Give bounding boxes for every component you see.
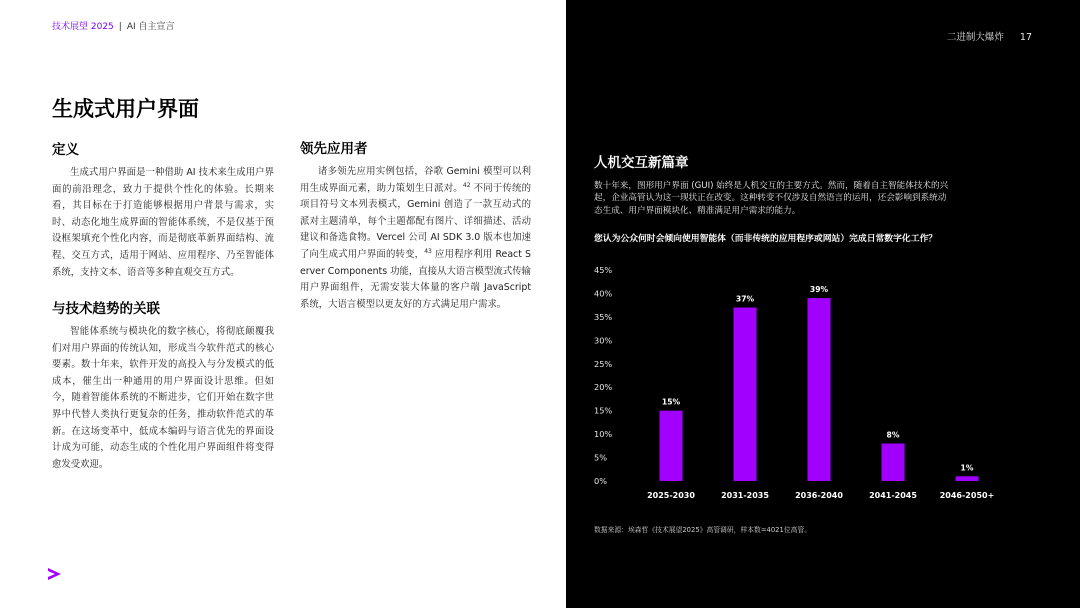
leading-text [300,164,531,313]
y-tick-label: 0% [594,476,607,486]
bar-value-label: 1% [960,463,974,473]
y-tick-label: 25% [594,358,613,369]
header-separator: | [118,22,122,32]
y-tick-label: 40% [594,288,613,299]
leading-text-part1: 诸多领先应用实例包括，谷歌 Gemini 模型可以利用生成界面元素，助力策划生日派对。 [300,166,531,194]
relation-text: 智能体系统与模块化的数字核心，将彻底颠覆我们对用户界面的传统认知，形成当今软件范式的核心要素。数十年来，软件开发的高投入与分发模式的低成本，催生出一种通用的用户界面设计思维。但如今，随着智能体系统的不断进步，它们开始在数字世界中代替人类执行更复杂的任务，推动软件范式的革新。在这场变革中，低成本编码与语言优先的界面设计成为可能，动态生成的个性化用户界面组件将变得愈发受欢迎。 [52,326,274,470]
leading-heading: 领先应用者 [300,141,368,157]
bar-2041-2045 [882,443,905,481]
footnote-ref-42: 42 [462,181,471,189]
section-name: AI 自主宣言 [126,22,175,32]
bar-2046-2050+ [956,476,979,481]
leading-text-part2: 不同于传统的项目符号文本列表模式，Gemini 创造了一款互动式的派对主题清单，每个主题都配有图片、详细描述、活动建议和备选食物。Vercel 公司 AI SDK 3.0 版本也加速了向生成式用户界面的转变， [300,182,531,260]
page-title: 生成式用户界面 [52,97,199,121]
right-panel [566,0,1080,608]
x-category-label: 2031-2035 [721,491,769,500]
bar-2025-2030 [660,411,683,481]
report-header [52,19,175,32]
relation-heading: 与技术趋势的关联 [52,301,160,317]
data-source-note: 数据来源：埃森哲《技术展望2025》高管调研，样本数=4021位高管。 [594,526,812,534]
y-tick-label: 5% [594,452,607,463]
accenture-logo-icon [46,565,64,583]
x-category-label: 2041-2045 [869,491,917,500]
sidebar-heading: 人机交互新篇章 [594,155,689,171]
survey-question: 您认为公众何时会倾向使用智能体（而非传统的应用程序或网站）完成日常数字化工作？ [594,234,938,244]
page-number: 17 [1019,32,1032,43]
bar-2031-2035 [734,308,757,481]
y-tick-label: 15% [594,405,613,416]
sidebar-text: 数十年来，图形用户界面 (GUI) 始终是人机交互的主要方式。然而，随着自主智能体技术的兴起，企业高管认为这一现状正在改变。这种转变不仅涉及自然语言的运用，还会影响到系统动态生成、用户界面模块化、精准满足用户需求的能力。 [594,181,949,216]
footnote-ref-43: 43 [424,247,432,255]
leading-text-part3: 应用程序利用 React Server Components 功能，直接从大语言模型流式传输用户界面组件，无需安装大体量的客户端 JavaScript 系统，大语言模型以更友好的方式满足用户需求。 [300,248,531,310]
bar-chart [586,258,1006,510]
x-category-label: 2025-2030 [647,491,695,500]
bar-value-label: 15% [661,397,681,407]
report-name: 技术展望 2025 [52,22,114,32]
chapter-header [947,29,1032,43]
bar-value-label: 8% [886,430,900,440]
x-category-label: 2046-2050+ [939,491,995,500]
y-tick-label: 45% [594,265,613,275]
y-tick-label: 35% [594,311,613,322]
bar-value-label: 39% [809,285,829,295]
y-tick-label: 20% [594,382,613,393]
chapter-name: 二进制大爆炸 [946,32,1004,43]
y-tick-label: 10% [594,429,613,440]
bar-2036-2040 [808,298,831,481]
definition-text: 生成式用户界面是一种借助 AI 技术来生成用户界面的前沿理念，致力于提供个性化的体验。长期来看，其目标在于打造能够根据用户背景与需求，实时、动态化地生成界面的智能体系统，不是仅基于预设框架填充个性化内容，而是彻底革新界面结构、流程、交互方式，适用于网站、应用程序、乃至智能体系统，支持文本、语音等多种直观交互方式。 [52,167,274,278]
bar-value-label: 37% [735,294,755,304]
definition-heading: 定义 [52,142,79,158]
y-tick-label: 30% [594,335,613,346]
x-category-label: 2036-2040 [795,491,843,500]
